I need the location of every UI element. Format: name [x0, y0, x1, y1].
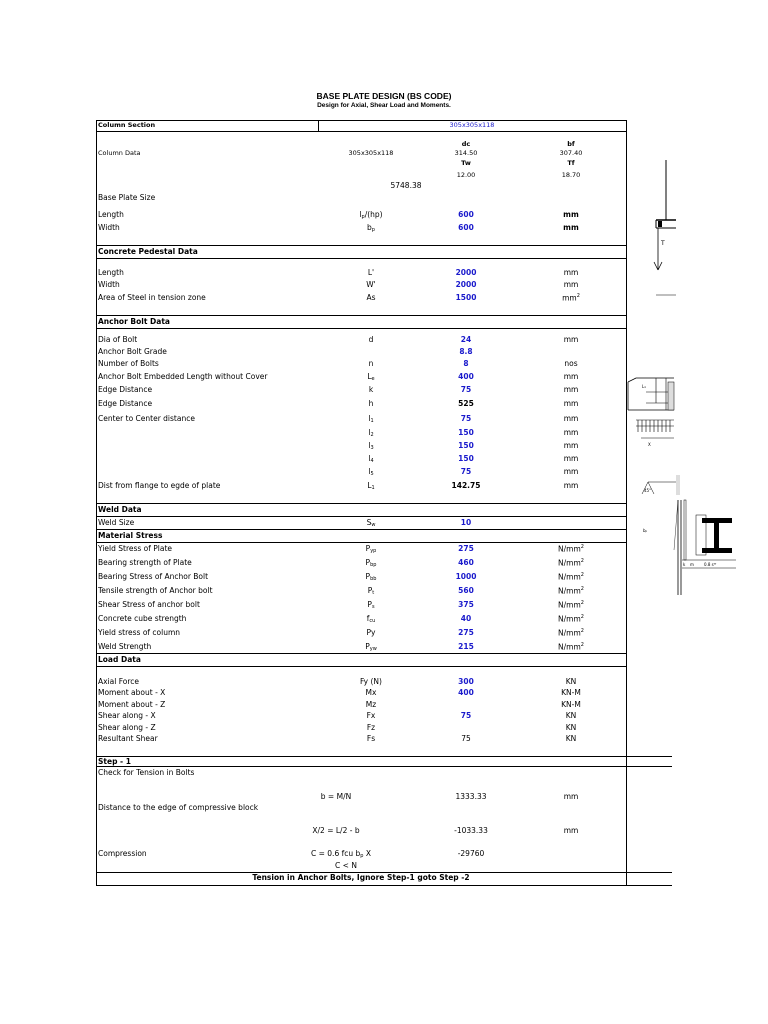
- pedestal-row-unit: $mm^2$: [562, 293, 580, 303]
- material-row-symbol: $P_{yp}$: [365, 544, 377, 554]
- pedestal-row: [96, 280, 672, 292]
- pedestal-row: [96, 268, 672, 280]
- anchor-row: [96, 414, 672, 426]
- anchor-row-unit: mm: [563, 454, 579, 463]
- material-row: [96, 572, 672, 584]
- material-row-label: Bearing strength of Plate: [98, 558, 192, 567]
- column-section-value: 305x305x118: [449, 121, 495, 129]
- load-row-value: 75: [460, 711, 472, 720]
- pedestal-section-drawing: [628, 378, 674, 447]
- base-plate-length-unit: mm: [563, 210, 579, 219]
- anchor-row-unit: mm: [563, 414, 579, 423]
- load-row-symbol: Mz: [365, 700, 377, 709]
- material-row-value: 560: [458, 586, 474, 595]
- column-elevation-drawing: [654, 160, 676, 295]
- anchor-row-unit: nos: [564, 359, 578, 368]
- tw-label: Tw: [461, 159, 471, 167]
- pedestal-row-symbol: L': [367, 268, 375, 277]
- pedestal-row-value: 2000: [455, 280, 477, 289]
- material-row-label: Tensile strength of Anchor bolt: [98, 586, 213, 595]
- anchor-row-symbol: $l_2$: [368, 428, 374, 438]
- anchor-row-unit: mm: [563, 372, 579, 381]
- anchor-row-symbol: $L_e$: [367, 372, 375, 382]
- pedestal-row-label: Width: [98, 280, 120, 289]
- weld-size-symbol: $S_w$: [366, 518, 376, 528]
- step1-dist-label: Distance to the edge of compressive block: [98, 803, 259, 812]
- step1-compression-label: Compression: [98, 849, 147, 858]
- area-row: [96, 181, 672, 193]
- anchor-row: [96, 359, 672, 371]
- base-plate-length-row: [96, 210, 672, 222]
- column-area: 5748.38: [390, 181, 422, 190]
- anchor-row-value: 150: [458, 428, 474, 437]
- anchor-row: [96, 385, 672, 397]
- step1-result-row: [96, 873, 672, 885]
- pedestal-row-unit: mm: [563, 268, 579, 277]
- material-row: [96, 558, 672, 570]
- material-row-unit: $N/mm^2$: [558, 544, 584, 554]
- material-row-unit: $N/mm^2$: [558, 586, 584, 596]
- material-row-symbol: $P_t$: [367, 586, 375, 596]
- load-row-symbol: Mx: [365, 688, 377, 697]
- anchor-heading-label: Anchor Bolt Data: [98, 317, 170, 326]
- load-row-unit: KN: [565, 723, 577, 732]
- bf-value: 307.40: [559, 149, 583, 157]
- material-row-unit: $N/mm^2$: [558, 628, 584, 638]
- dc-label: dc: [461, 140, 471, 148]
- material-row-label: Shear Stress of anchor bolt: [98, 600, 200, 609]
- load-row-symbol: Fz: [366, 723, 376, 732]
- anchor-row-value: 8: [463, 359, 469, 368]
- page-title: BASE PLATE DESIGN (BS CODE): [316, 91, 452, 101]
- anchor-row: [96, 372, 672, 384]
- drawing-label-l1: L₁: [642, 384, 646, 389]
- anchor-row: [96, 454, 672, 466]
- material-row-symbol: $P_{bp}$: [365, 558, 377, 568]
- material-row-value: 275: [458, 628, 474, 637]
- design-sheet: [96, 120, 672, 890]
- load-row-unit: KN-M: [561, 700, 581, 709]
- step1-dist-row: [96, 803, 672, 815]
- base-plate-width-value: 600: [458, 223, 474, 232]
- load-row-unit: KN-M: [561, 688, 581, 697]
- anchor-row: [96, 481, 672, 493]
- material-row-unit: $N/mm^2$: [558, 572, 584, 582]
- step1-c-value: -29760: [457, 849, 485, 858]
- material-row-value: 460: [458, 558, 474, 567]
- anchor-row-unit: mm: [563, 385, 579, 394]
- pedestal-row-value: 2000: [455, 268, 477, 277]
- material-row: [96, 600, 672, 612]
- anchor-row-unit: mm: [563, 467, 579, 476]
- load-heading-label: Load Data: [98, 655, 141, 664]
- load-row-unit: KN: [565, 734, 577, 743]
- anchor-row: [96, 335, 672, 347]
- anchor-row-unit: mm: [563, 441, 579, 450]
- step1-heading-label: Step - 1: [98, 757, 131, 766]
- pedestal-row-symbol: As: [366, 293, 376, 302]
- base-plate-label: Base Plate Size: [98, 193, 156, 202]
- anchor-row-unit: mm: [563, 335, 579, 344]
- page-subtitle: Design for Axial, Shear Load and Moments.: [317, 102, 451, 109]
- drawing-label-m: m: [690, 562, 694, 567]
- material-heading-label: Material Stress: [98, 531, 163, 540]
- load-row-value: 75: [461, 734, 471, 743]
- base-plate-length-symbol: $l_p/(hp)$: [359, 210, 383, 220]
- step1-x-value: -1033.33: [454, 826, 488, 835]
- anchor-row-value: 142.75: [451, 481, 481, 490]
- base-plate-length-value: 600: [458, 210, 474, 219]
- anchor-row-label: Center to Center distance: [98, 414, 195, 423]
- step1-b-unit: mm: [563, 792, 579, 801]
- base-plate-width-unit: mm: [563, 223, 579, 232]
- dc-value: 314.50: [454, 149, 478, 157]
- material-row-value: 40: [460, 614, 472, 623]
- material-row-label: Yield stress of column: [98, 628, 181, 637]
- anchor-row-value: 8.8: [459, 347, 473, 356]
- material-row-symbol: $P_{yw}$: [365, 642, 377, 652]
- anchor-row-label: Dist from flange to egde of plate: [98, 481, 221, 490]
- step1-c-equation: C = 0.6 fcu $b_p$ X: [311, 849, 371, 859]
- anchor-row-label: Number of Bolts: [98, 359, 159, 368]
- anchor-row: [96, 347, 672, 359]
- step1-condition: C < N: [335, 861, 357, 870]
- step1-result: Tension in Anchor Bolts, Ignore Step-1 goto Step -2: [252, 873, 470, 882]
- anchor-row-value: 150: [458, 454, 474, 463]
- material-row-symbol: $P_{bb}$: [365, 572, 377, 582]
- h-section-icon: [702, 518, 732, 553]
- load-row-label: Shear along - Z: [98, 723, 156, 732]
- anchor-row: [96, 399, 672, 411]
- step1-x-row: [96, 826, 672, 838]
- pedestal-row-value: 1500: [455, 293, 477, 302]
- base-plate-width-row: [96, 223, 672, 235]
- load-row-label: Moment about - X: [98, 688, 166, 697]
- anchor-row-label: Edge Distance: [98, 385, 153, 394]
- weld-heading-label: Weld Data: [98, 505, 142, 514]
- load-row-value: 400: [458, 688, 474, 697]
- drawing-label-bp: bₚ: [643, 528, 648, 533]
- material-row-label: Weld Strength: [98, 642, 152, 651]
- anchor-row-symbol: $L_1$: [367, 481, 375, 491]
- anchor-row-label: Anchor Bolt Grade: [98, 347, 167, 356]
- weld-size-label: Weld Size: [98, 518, 135, 527]
- material-row: [96, 628, 672, 640]
- plan-view-drawing: [642, 475, 736, 595]
- material-row: [96, 586, 672, 598]
- base-plate-width-symbol: $b_p$: [367, 223, 375, 233]
- material-row-unit: $N/mm^2$: [558, 614, 584, 624]
- material-row-symbol: $f_{cu}$: [366, 614, 376, 624]
- base-plate-heading: [96, 193, 672, 205]
- tf-label: Tf: [567, 159, 575, 167]
- anchor-row-label: Anchor Bolt Embedded Length without Cover: [98, 372, 268, 381]
- anchor-row-label: Edge Distance: [98, 399, 153, 408]
- anchor-row: [96, 467, 672, 479]
- bf-label: bf: [567, 140, 575, 148]
- anchor-row-symbol: $l_4$: [368, 454, 374, 464]
- anchor-row: [96, 428, 672, 440]
- material-row-unit: $N/mm^2$: [558, 642, 584, 652]
- load-row-unit: KN: [565, 677, 577, 686]
- anchor-row-value: 400: [458, 372, 474, 381]
- weld-size-value: 10: [460, 518, 472, 527]
- anchor-row-unit: mm: [563, 399, 579, 408]
- material-row-value: 1000: [455, 572, 477, 581]
- load-row-label: Shear along - X: [98, 711, 156, 720]
- material-row-value: 375: [458, 600, 474, 609]
- anchor-row-symbol: h: [368, 399, 374, 408]
- step1-check-row: [96, 768, 672, 780]
- step1-x-unit: mm: [563, 826, 579, 835]
- anchor-row-value: 525: [458, 399, 474, 408]
- load-row-label: Axial Force: [98, 677, 140, 686]
- detail-drawings: [626, 120, 717, 760]
- column-data-label: Column Data: [98, 149, 141, 157]
- tw-row: [96, 159, 672, 171]
- material-row-symbol: $P_s$: [367, 600, 375, 610]
- load-row-symbol: Fy (N): [360, 677, 382, 686]
- anchor-row-value: 75: [460, 467, 472, 476]
- load-row-label: Moment about - Z: [98, 700, 166, 709]
- drawing-label-x: X: [648, 442, 651, 447]
- load-row: [96, 711, 672, 723]
- base-plate-width-label: Width: [98, 223, 120, 232]
- anchor-row: [96, 441, 672, 453]
- base-plate-length-label: Length: [98, 210, 124, 219]
- material-row-value: 275: [458, 544, 474, 553]
- anchor-row-unit: mm: [563, 481, 579, 490]
- drawing-label-weld: 0.8 sᵂ: [704, 562, 717, 567]
- step1-check-label: Check for Tension in Bolts: [98, 768, 195, 777]
- anchor-row-value: 24: [460, 335, 472, 344]
- pedestal-row-unit: mm: [563, 280, 579, 289]
- tf-value: 18.70: [561, 171, 581, 179]
- tw-value: 12.00: [456, 171, 476, 179]
- anchor-row-value: 150: [458, 441, 474, 450]
- column-section-label: Column Section: [98, 121, 156, 129]
- drawing-label-k: k: [683, 562, 686, 567]
- anchor-row-symbol: n: [368, 359, 374, 368]
- material-row-value: 215: [458, 642, 474, 651]
- load-row-value: 300: [458, 677, 474, 686]
- material-row-label: Bearing Stress of Anchor Bolt: [98, 572, 209, 581]
- anchor-row-symbol: $l_1$: [368, 414, 374, 424]
- load-row: [96, 734, 672, 746]
- load-row-label: Resultant Shear: [98, 734, 158, 743]
- material-row: [96, 544, 672, 556]
- pedestal-heading-label: Concrete Pedestal Data: [98, 247, 198, 256]
- step1-compression-row: [96, 849, 672, 861]
- column-data-section: 305x305x118: [348, 149, 394, 157]
- step1-b-equation: b = M/N: [320, 792, 352, 801]
- anchor-row-symbol: k: [368, 385, 374, 394]
- anchor-row-label: Dia of Bolt: [98, 335, 138, 344]
- drawing-label-t: T: [661, 240, 665, 247]
- drawing-label-deg: 45°: [644, 488, 652, 493]
- material-row-symbol: Py: [366, 628, 376, 637]
- pedestal-row: [96, 293, 672, 305]
- anchor-row-unit: mm: [563, 428, 579, 437]
- anchor-row-symbol: $l_3$: [368, 441, 374, 451]
- material-row: [96, 614, 672, 626]
- anchor-row-symbol: d: [368, 335, 374, 344]
- anchor-row-value: 75: [460, 385, 472, 394]
- load-row: [96, 688, 672, 700]
- load-row-unit: KN: [565, 711, 577, 720]
- pedestal-row-label: Area of Steel in tension zone: [98, 293, 206, 302]
- load-row-symbol: Fx: [366, 711, 376, 720]
- material-row-label: Yield Stress of Plate: [98, 544, 173, 553]
- pedestal-row-symbol: W': [366, 280, 376, 289]
- material-row-unit: $N/mm^2$: [558, 600, 584, 610]
- step1-x-equation: X/2 = L/2 - b: [312, 826, 360, 835]
- load-row-symbol: Fs: [366, 734, 376, 743]
- anchor-row-symbol: $l_5$: [368, 467, 374, 477]
- material-row-label: Concrete cube strength: [98, 614, 187, 623]
- anchor-row-value: 75: [460, 414, 472, 423]
- step1-b-value: 1333.33: [455, 792, 487, 801]
- pedestal-row-label: Length: [98, 268, 124, 277]
- material-row-unit: $N/mm^2$: [558, 558, 584, 568]
